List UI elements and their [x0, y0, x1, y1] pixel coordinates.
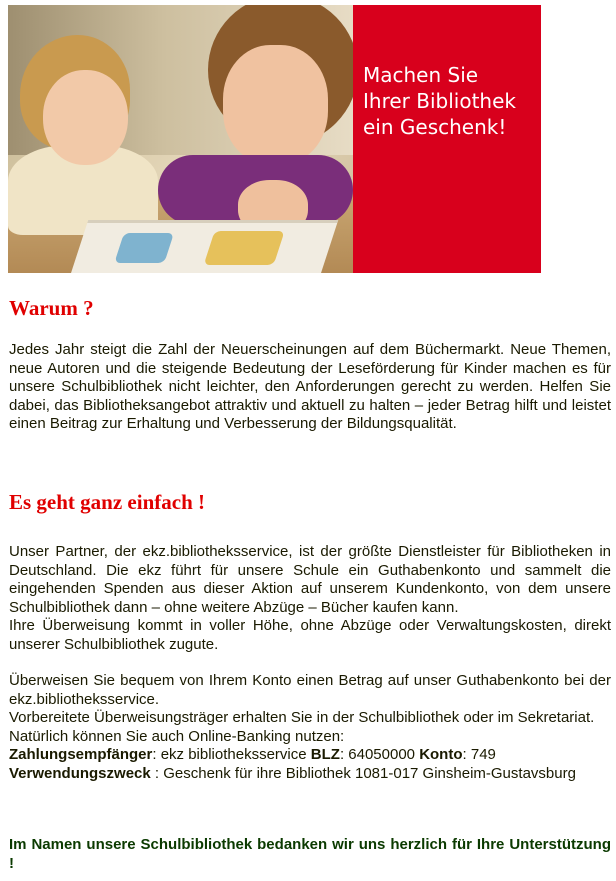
banner-slogan [363, 62, 533, 140]
blz-label: BLZ [310, 746, 340, 763]
payment-purpose-line [9, 765, 611, 784]
purpose-value: : Geschenk für ihre Bibliothek 1081-017 Ginsheim-Gustavsburg [150, 764, 576, 782]
slogan-line: ein Geschenk! [363, 115, 507, 139]
transfer-text: Ihre Überweisung kommt in voller Höhe, ohne Abzüge oder Verwaltungskosten, direkt unserer Schulbibliothek zugute. [9, 617, 611, 653]
instruction-line: Überweisen Sie bequem von Ihrem Konto einen Betrag auf unser Guthabenkonto bei der ekz.bibliotheksservice. [9, 672, 611, 708]
instruction-line: Natürlich können Sie auch Online-Banking nutzen: [9, 727, 345, 745]
payment-recipient-line [9, 746, 611, 765]
heading-es-geht-ganz-einfach: Es geht ganz einfach ! [9, 490, 205, 514]
paragraph-instructions [9, 672, 611, 783]
recipient-label: Zahlungsempfänger [9, 746, 153, 763]
slogan-line: Ihrer Bibliothek [363, 89, 516, 113]
partner-text: Unser Partner, der ekz.bibliotheksservice, ist der größte Dienstleister für Bibliotheken in Deutschland. Die ekz führt für unsere Schule ein Guthabenkonto und sammelt die eingehenden Spenden aus dieser Aktion auf unserem Kundenkonto, von dem unsere Schulbibliothek dann – ohne weitere Abzüge – Bücher kaufen kann. [9, 543, 611, 616]
slogan-line: Machen Sie [363, 63, 479, 87]
recipient-value: : ekz bibliotheksservice [152, 746, 311, 763]
paragraph-partner [9, 543, 611, 654]
konto-label: Konto [419, 746, 463, 763]
paragraph-warum: Jedes Jahr steigt die Zahl der Neuerscheinungen auf dem Büchermarkt. Neue Themen, neue Autoren und die steigende Bedeutung der Leseförderung für Kinder machen es für unsere Schulbibliothek nicht leichter, den Anforderungen gerecht zu werden. Helfen Sie dabei, das Bibliotheksangebot attraktiv und aktuell zu halten – jeder Betrag hilft und leistet einen Beitrag zur Erhaltung und Verbesserung der Bildungsqualität. [9, 341, 611, 432]
heading-warum: Warum ? [9, 296, 94, 320]
konto-value: : 749 [462, 746, 496, 763]
purpose-label: Verwendungszweck [9, 764, 151, 782]
blz-value: : 64050000 [339, 746, 420, 763]
donation-banner [8, 5, 541, 273]
banner-photo-mother-and-child [8, 5, 353, 273]
instruction-line: Vorbereitete Überweisungsträger erhalten Sie in der Schulbibliothek oder im Sekretariat. [9, 709, 595, 726]
closing-thanks: Im Namen unsere Schulbibliothek bedanken wir uns herzlich für Ihre Unterstützung ! [9, 836, 611, 872]
